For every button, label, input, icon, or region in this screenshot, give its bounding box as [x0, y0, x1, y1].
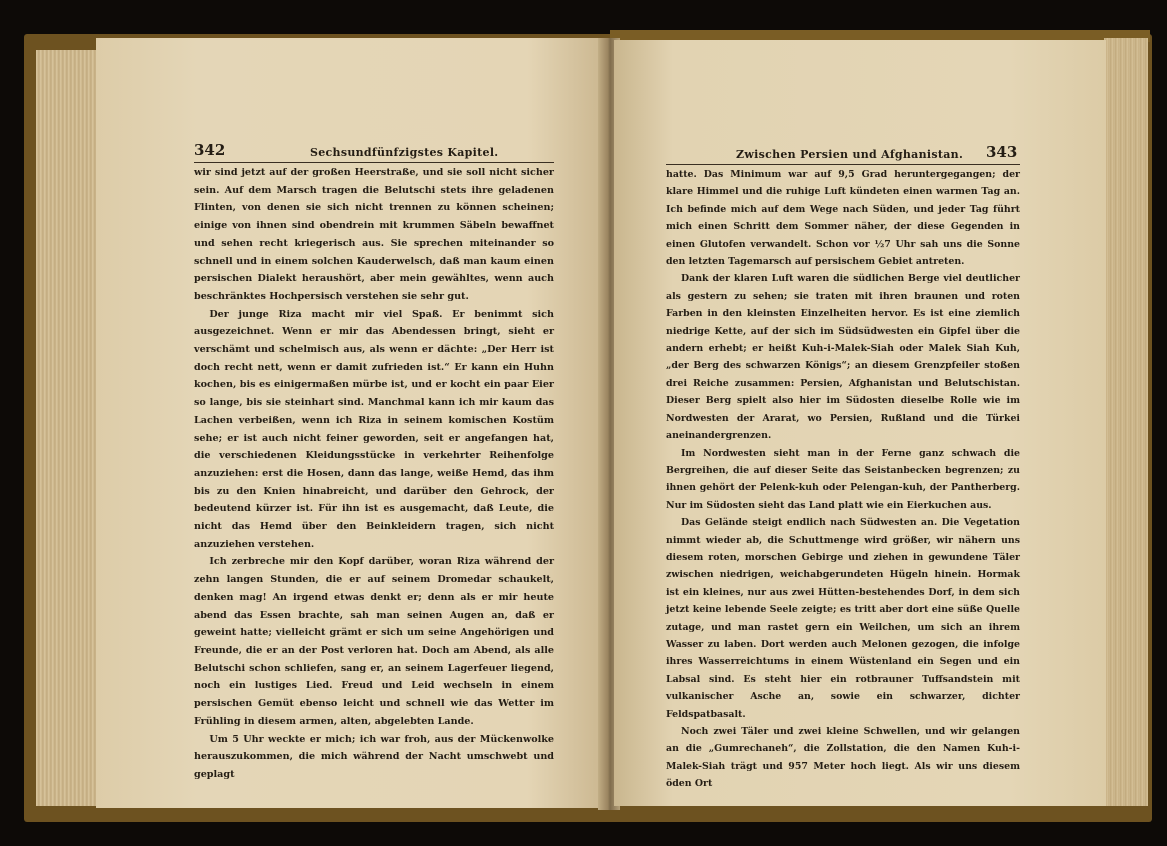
- left-page: [96, 38, 604, 808]
- page-block-edge-right: [1104, 38, 1148, 806]
- running-head-left: Sechsundfünfzigstes Kapitel.: [310, 146, 499, 159]
- paragraph: Der junge Riza macht mir viel Spaß. Er benimmt sich ausgezeichnet. Wenn er mir das Abendessen bringt, sieht er verschämt und schelmisch aus, als wenn er dächte: „Der Herr ist doch recht nett, wenn er damit zufrieden ist.“ Er kann ein Huhn kochen, bis es einigermaßen mürbe ist, und er kocht ein paar Eier so lange, bis sie steinhart sind. Manchmal kann ich mir kaum das Lachen verbeißen, wenn ich Riza in seinem komischen Kostüm sehe; er ist auch nicht feiner geworden, seit er angefangen hat, die verschiedenen Kleidungsstücke in verkehrter Reihenfolge anzuziehen: erst die Hosen, dann das lange, weiße Hemd, das ihm bis zu den Knien hinabreicht, und darüber den Gehrock, der bedeutend kürzer ist. Für ihn ist es ausgemacht, daß Leute, die nicht das Hemd über den Beinkleidern tragen, sich nicht anzuziehen verstehen.: [194, 308, 554, 550]
- paragraph: Ich zerbreche mir den Kopf darüber, woran Riza während der zehn langen Stunden, die er auf seinem Dromedar schaukelt, denken mag! An irgend etwas denkt er; denn als er mir heute abend das Essen brachte, sah man seinen Augen an, daß er geweint hatte; vielleicht grämt er sich um seine Angehörigen und Freunde, die er an der Post verloren hat. Doch am Abend, als alle Belutschi schon schliefen, sang er, an seinem Lagerfeuer liegend, noch ein lustiges Lied. Freud und Leid wechseln in einem persischen Gemüt ebenso leicht und schnell wie das Wetter im Frühling in diesem armen, alten, abgelebten Lande.: [194, 556, 554, 727]
- paragraph: Im Nordwesten sieht man in der Ferne ganz schwach die Bergreihen, die auf dieser Seite das Seistanbecken begrenzen; zu ihnen gehört der Pelenk-kuh oder Pelengan-kuh, der Pantherberg. Nur im Südosten sieht das Land platt wie ein Eierkuchen aus.: [666, 447, 1020, 511]
- paragraph: wir sind jetzt auf der großen Heerstraße, und sie soll nicht sicher sein. Auf dem Marsch tragen die Belutschi stets ihre geladenen Flinten, von denen sie sich nicht trennen zu können scheinen; einige von ihnen sind obendrein mit krummen Säbeln bewaffnet und sehen recht kriegerisch aus. Sie sprechen miteinander so schnell und in einem solchen Kauderwelsch, daß man kaum einen persischen Dialekt heraushört, aber mein gewähltes, wenn auch beschränktes Hochpersisch verstehen sie sehr gut.: [194, 167, 554, 302]
- page-block-edge-left: [36, 50, 98, 806]
- page-number-left: 342: [194, 141, 226, 159]
- header-rule-right: [666, 164, 1020, 165]
- paragraph: hatte. Das Minimum war auf 9,5 Grad heruntergegangen; der klare Himmel und die ruhige Luft kündeten einen warmen Tag an. Ich befinde mich auf dem Wege nach Süden, und jeder Tag führt mich einen Schritt dem Sommer näher, der diese Gegenden in einen Glutofen verwandelt. Schon vor ½7 Uhr sah uns die Sonne den letzten Tagemarsch auf persischem Gebiet antreten.: [666, 169, 1020, 268]
- running-head-right: Zwischen Persien und Afghanistan.: [736, 148, 964, 161]
- header-rule-left: [194, 162, 554, 163]
- page-number-right: 343: [986, 143, 1018, 161]
- body-text-right: [666, 166, 1020, 793]
- paragraph: Das Gelände steigt endlich nach Südwesten an. Die Vegetation nimmt wieder ab, die Schuttmenge wird größer, wir nähern uns diesem roten, morschen Gebirge und ziehen in gewundene Täler zwischen niedrigen, weichabgerundeten Hügeln hinein. Hormak ist ein kleines, nur aus zwei Hütten-bestehendes Dorf, in dem sich jetzt keine lebende Seele zeigte; es tritt aber dort eine süße Quelle zutage, und man rastet gern ein Weilchen, um sich an ihrem Wasser zu laben. Dort werden auch Melonen gezogen, die infolge ihres Wasserreichtums in einem Wüstenland ein Segen und ein Labsal sind. Es steht hier ein rotbrauner Tuffsandstein mit vulkanischer Asche an, sowie ein schwarzer, dichter Feldspatbasalt.: [666, 517, 1020, 720]
- paragraph: Dank der klaren Luft waren die südlichen Berge viel deutlicher als gestern zu sehen; sie traten mit ihren braunen und roten Farben in den kleinsten Einzelheiten hervor. Es ist eine ziemlich niedrige Kette, auf der sich im Südsüdwesten ein Gipfel über die andern erhebt; er heißt Kuh-i-Malek-Siah oder Malek Siah Kuh, „der Berg des schwarzen Königs“; an diesem Grenzpfeiler stoßen drei Reiche zusammen: Persien, Afghanistan und Belutschistan. Dieser Berg spielt also hier im Südosten dieselbe Rolle wie im Nordwesten der Ararat, wo Persien, Rußland und die Türkei aneinandergrenzen.: [666, 273, 1020, 442]
- paragraph: Noch zwei Täler und zwei kleine Schwellen, und wir gelangen an die „Gumrechaneh“, die Zollstation, die den Namen Kuh-i-Malek-Siah trägt und 957 Meter hoch liegt. Als wir uns diesem öden Ort: [666, 726, 1020, 790]
- right-page: [614, 40, 1106, 806]
- paragraph: Um 5 Uhr weckte er mich; ich war froh, aus der Mückenwolke herauszukommen, die mich während der Nacht umschwebt und geplagt: [194, 733, 554, 780]
- body-text-left: [194, 164, 554, 784]
